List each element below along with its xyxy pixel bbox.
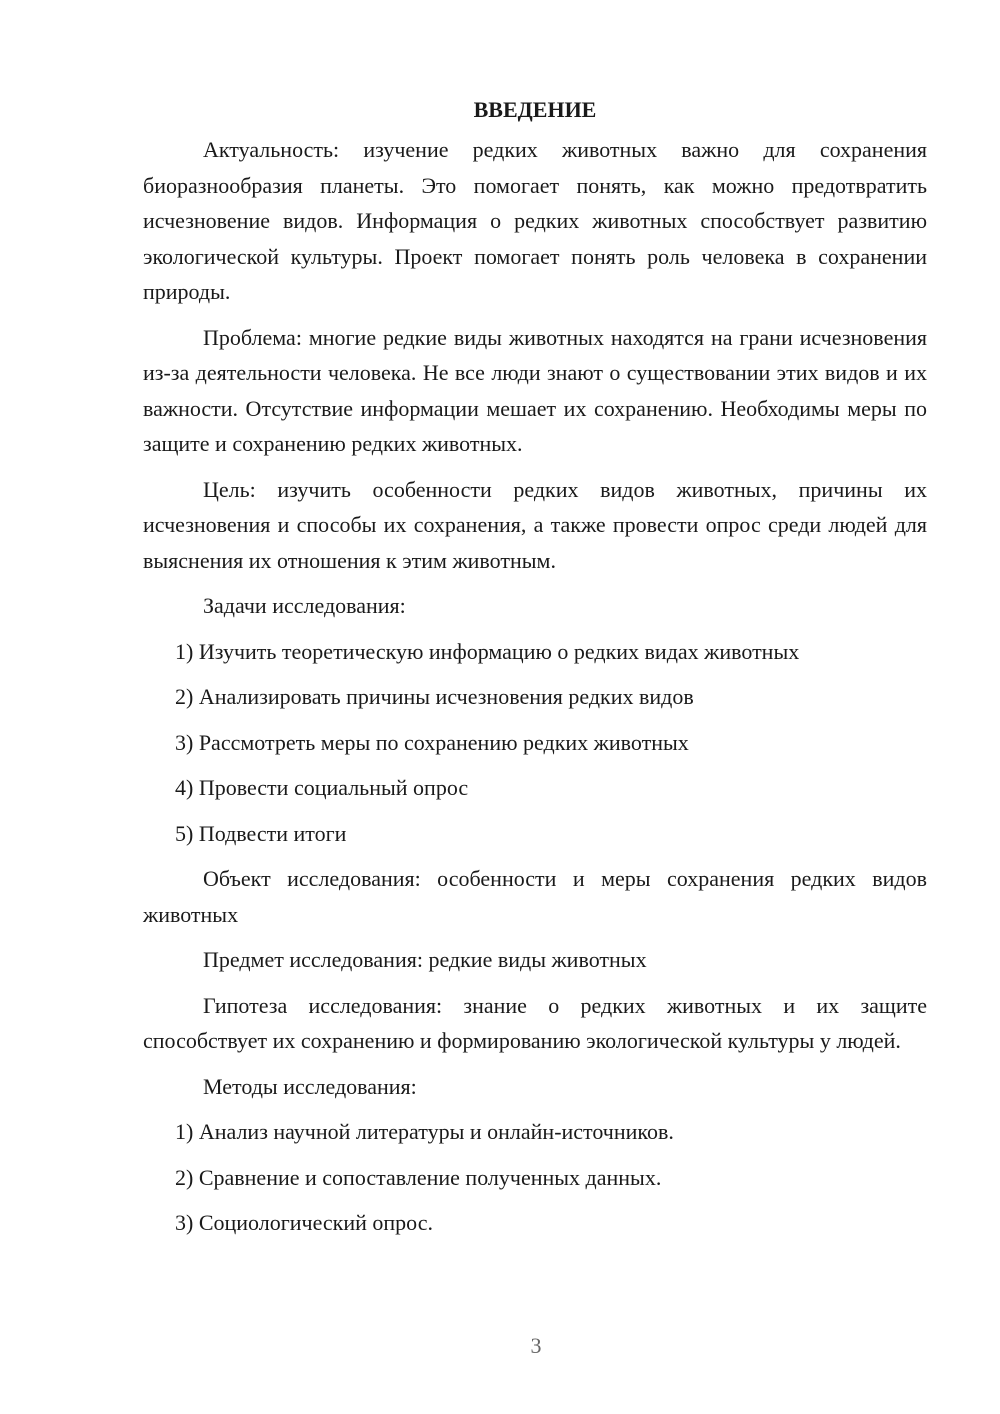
- object-paragraph: Объект исследования: особенности и меры сохранения редких видов животных: [143, 866, 927, 927]
- tasks-heading: Задачи исследования:: [203, 593, 406, 618]
- method-item: 3) Социологический опрос.: [175, 1210, 433, 1235]
- methods-list: [143, 1114, 927, 1241]
- tasks-list: [143, 634, 927, 852]
- subject-paragraph: Предмет исследования: редкие виды животных: [203, 947, 647, 972]
- task-item: 3) Рассмотреть меры по сохранению редких животных: [175, 729, 689, 755]
- method-item: 2) Сравнение и сопоставление полученных данных.: [175, 1164, 662, 1190]
- problem-paragraph: Проблема: многие редкие виды животных находятся на грани исчезновения из-за деятельности человека. Не все люди знают о существовании этих видов и их важности. Отсутствие информации мешает их сохранению. Необходимы меры по защите и сохранению редких животных.: [143, 324, 927, 456]
- document-page: [143, 96, 927, 1251]
- task-item: 2) Анализировать причины исчезновения редких видов: [175, 684, 694, 709]
- task-item: 5) Подвести итоги: [175, 820, 347, 846]
- goal-paragraph: Цель: изучить особенности редких видов животных, причины их исчезновения и способы их сохранения, а также провести опрос среди людей для выяснения их отношения к этим животным.: [143, 476, 927, 573]
- method-item: 1) Анализ научной литературы и онлайн-источников.: [175, 1119, 674, 1144]
- relevance-paragraph: Актуальность: изучение редких животных важно для сохранения биоразнообразия планеты. Это помогает понять, как можно предотвратить исчезновение видов. Информация о редких животных способствует развитию экологической культуры. Проект помогает понять роль человека в сохранении природы.: [143, 137, 927, 304]
- task-item: 4) Провести социальный опрос: [175, 775, 469, 800]
- hypothesis-paragraph: Гипотеза исследования: знание о редких животных и их защите способствует их сохранению и формированию экологической культуры у людей.: [143, 992, 927, 1053]
- methods-heading: Методы исследования:: [203, 1073, 417, 1099]
- task-item: 1) Изучить теоретическую информацию о редких видах животных: [175, 638, 800, 664]
- section-title: ВВЕДЕНИЕ: [473, 97, 597, 122]
- page-number: 3: [530, 1333, 542, 1358]
